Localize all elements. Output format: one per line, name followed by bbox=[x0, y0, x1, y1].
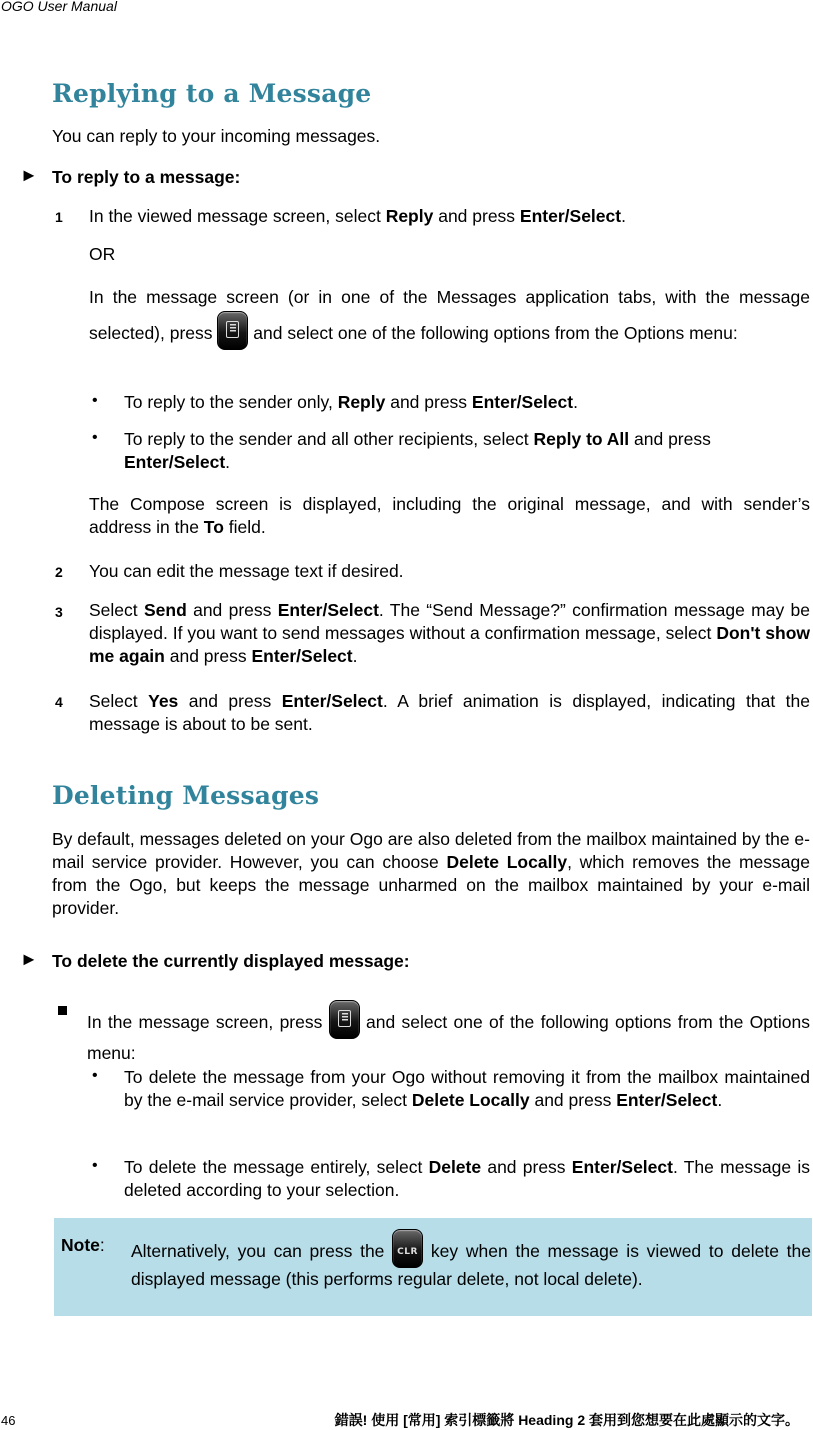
clr-key-icon: CLR bbox=[392, 1229, 423, 1268]
step4-text: Select Yes and press Enter/Select. A brief animation is displayed, indicating that the message is about to be sent. bbox=[89, 691, 810, 734]
bullet-icon: • bbox=[92, 429, 98, 446]
section-heading-replying: Replying to a Message bbox=[52, 79, 372, 108]
reply-sender-bullet: To reply to the sender only, Reply and press Enter/Select. bbox=[124, 392, 578, 412]
bullet-icon: • bbox=[92, 1067, 98, 1084]
page-header: OGO User Manual bbox=[1, 0, 117, 14]
menu-key-icon bbox=[329, 1000, 360, 1039]
step3-text: Select Send and press Enter/Select. The “Send Message?” confirmation message may be displayed. If you want to send messages without a confirmation message, select Don't show me again and press Enter/Select. bbox=[89, 600, 811, 666]
compose-screen-text: The Compose screen is displayed, including the original message, and with sender’s address in the To field. bbox=[89, 494, 810, 537]
step-number: 2 bbox=[55, 564, 63, 580]
bullet-icon: • bbox=[92, 1157, 98, 1174]
note-label: Note: bbox=[61, 1235, 105, 1255]
step-number: 3 bbox=[55, 604, 63, 620]
menu-key-icon bbox=[217, 311, 248, 350]
step-number: 1 bbox=[55, 209, 63, 225]
delete-instruction: In the message screen, press and select one of the following options from the Options menu: bbox=[87, 1000, 810, 1067]
or-text: OR bbox=[89, 244, 116, 264]
procedure-arrow-icon: ► bbox=[20, 165, 38, 185]
step1-text: In the viewed message screen, select Reply and press Enter/Select. bbox=[89, 206, 626, 226]
step-number: 4 bbox=[55, 694, 63, 710]
page-number: 46 bbox=[1, 1413, 16, 1428]
delete-locally-bullet: To delete the message from your Ogo without removing it from the mailbox maintained by the e-mail service provider, select Delete Locally and press Enter/Select. bbox=[124, 1067, 810, 1110]
square-bullet-icon bbox=[58, 1006, 67, 1015]
section-heading-deleting: Deleting Messages bbox=[52, 781, 320, 810]
section2-intro: By default, messages deleted on your Ogo are also deleted from the mailbox maintained by the e-mail service provider. However, you can choose Delete Locally, which removes the message from the Ogo, but keeps the message unharmed on the mailbox maintained by your e-mail provider. bbox=[52, 829, 810, 918]
procedure-title-reply: To reply to a message: bbox=[52, 167, 241, 187]
step2-text: You can edit the message text if desired. bbox=[89, 561, 404, 581]
bullet-icon: • bbox=[92, 392, 98, 409]
note-box bbox=[54, 1218, 812, 1316]
note-text: Alternatively, you can press the CLR key when the message is viewed to delete the displayed message (this performs regular delete, not local delete). bbox=[131, 1229, 811, 1291]
footer-error-text: 錯誤! 使用 [常用] 索引標籤將 Heading 2 套用到您想要在此處顯示的文字。 bbox=[334, 1412, 799, 1428]
section1-intro: You can reply to your incoming messages. bbox=[52, 126, 381, 146]
step1-alternative: In the message screen (or in one of the Messages application tabs, with the message selected), press and select one of the following options from the Options menu: bbox=[89, 283, 810, 350]
reply-all-bullet: To reply to the sender and all other recipients, select Reply to All and press Enter/Select. bbox=[124, 429, 711, 472]
procedure-arrow-icon: ► bbox=[20, 949, 38, 969]
delete-entirely-bullet: To delete the message entirely, select Delete and press Enter/Select. The message is deleted according to your selection. bbox=[124, 1157, 810, 1200]
procedure-title-delete: To delete the currently displayed message: bbox=[52, 951, 410, 971]
